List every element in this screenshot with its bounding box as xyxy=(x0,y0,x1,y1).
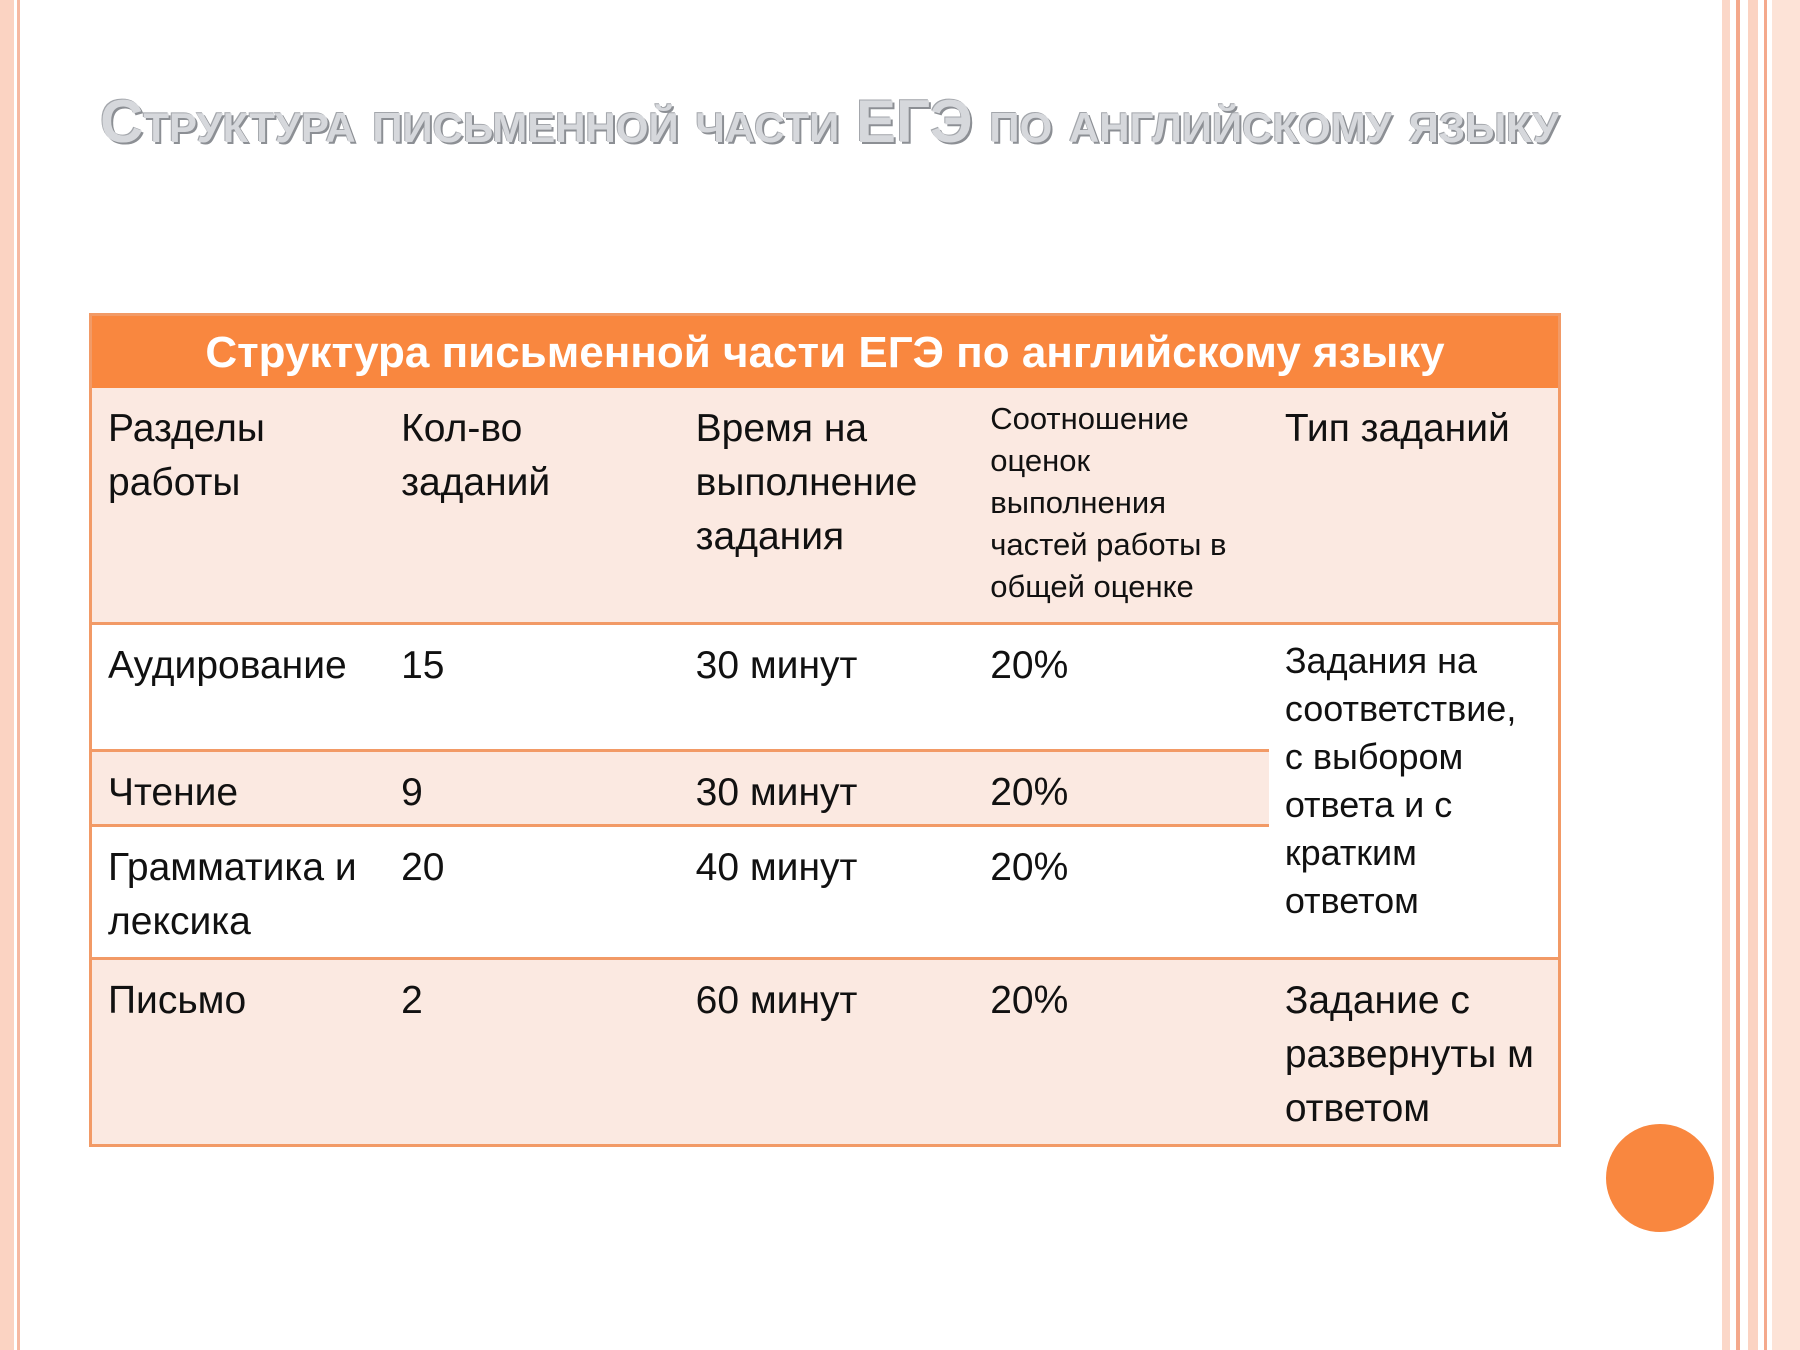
cell-ratio: 20% xyxy=(974,826,1269,959)
table-header-row xyxy=(91,388,1560,624)
cell-count: 2 xyxy=(385,959,680,1146)
cell-time: 60 минут xyxy=(680,959,975,1146)
cell-section: Аудирование xyxy=(91,624,386,751)
cell-time: 30 минут xyxy=(680,624,975,751)
cell-section: Грамматика и лексика xyxy=(91,826,386,959)
border-stripe xyxy=(1772,0,1800,1350)
cell-count: 9 xyxy=(385,751,680,826)
cell-section: Письмо xyxy=(91,959,386,1146)
header-type: Тип заданий xyxy=(1269,388,1560,624)
cell-time: 30 минут xyxy=(680,751,975,826)
border-stripe xyxy=(1722,0,1730,1350)
header-sections: Разделы работы xyxy=(91,388,386,624)
cell-count: 20 xyxy=(385,826,680,959)
cell-time: 40 минут xyxy=(680,826,975,959)
cell-type-group-1: Задания на соответствие, с выбором ответа и с кратким ответом xyxy=(1269,624,1560,959)
border-stripe xyxy=(1764,0,1767,1350)
header-time: Время на выполнение задания xyxy=(680,388,975,624)
table-row xyxy=(91,624,1560,751)
cell-ratio: 20% xyxy=(974,751,1269,826)
table-row xyxy=(91,959,1560,1146)
cell-count: 15 xyxy=(385,624,680,751)
exam-structure-table xyxy=(89,313,1561,1147)
cell-section: Чтение xyxy=(91,751,386,826)
border-stripe xyxy=(1748,0,1758,1350)
border-stripe xyxy=(0,0,14,1350)
cell-type-group-2: Задание с развернуты м ответом xyxy=(1269,959,1560,1146)
slide-title: Структура письменной части ЕГЭ по английскому языку xyxy=(100,88,1560,155)
cell-ratio: 20% xyxy=(974,624,1269,751)
decorative-circle xyxy=(1606,1124,1714,1232)
header-count: Кол-во заданий xyxy=(385,388,680,624)
table-caption: Структура письменной части ЕГЭ по английскому языку xyxy=(91,315,1560,389)
cell-ratio: 20% xyxy=(974,959,1269,1146)
border-stripe xyxy=(1736,0,1740,1350)
border-stripe xyxy=(17,0,20,1350)
header-ratio: Соотношение оценок выполнения частей работы в общей оценке xyxy=(974,388,1269,624)
